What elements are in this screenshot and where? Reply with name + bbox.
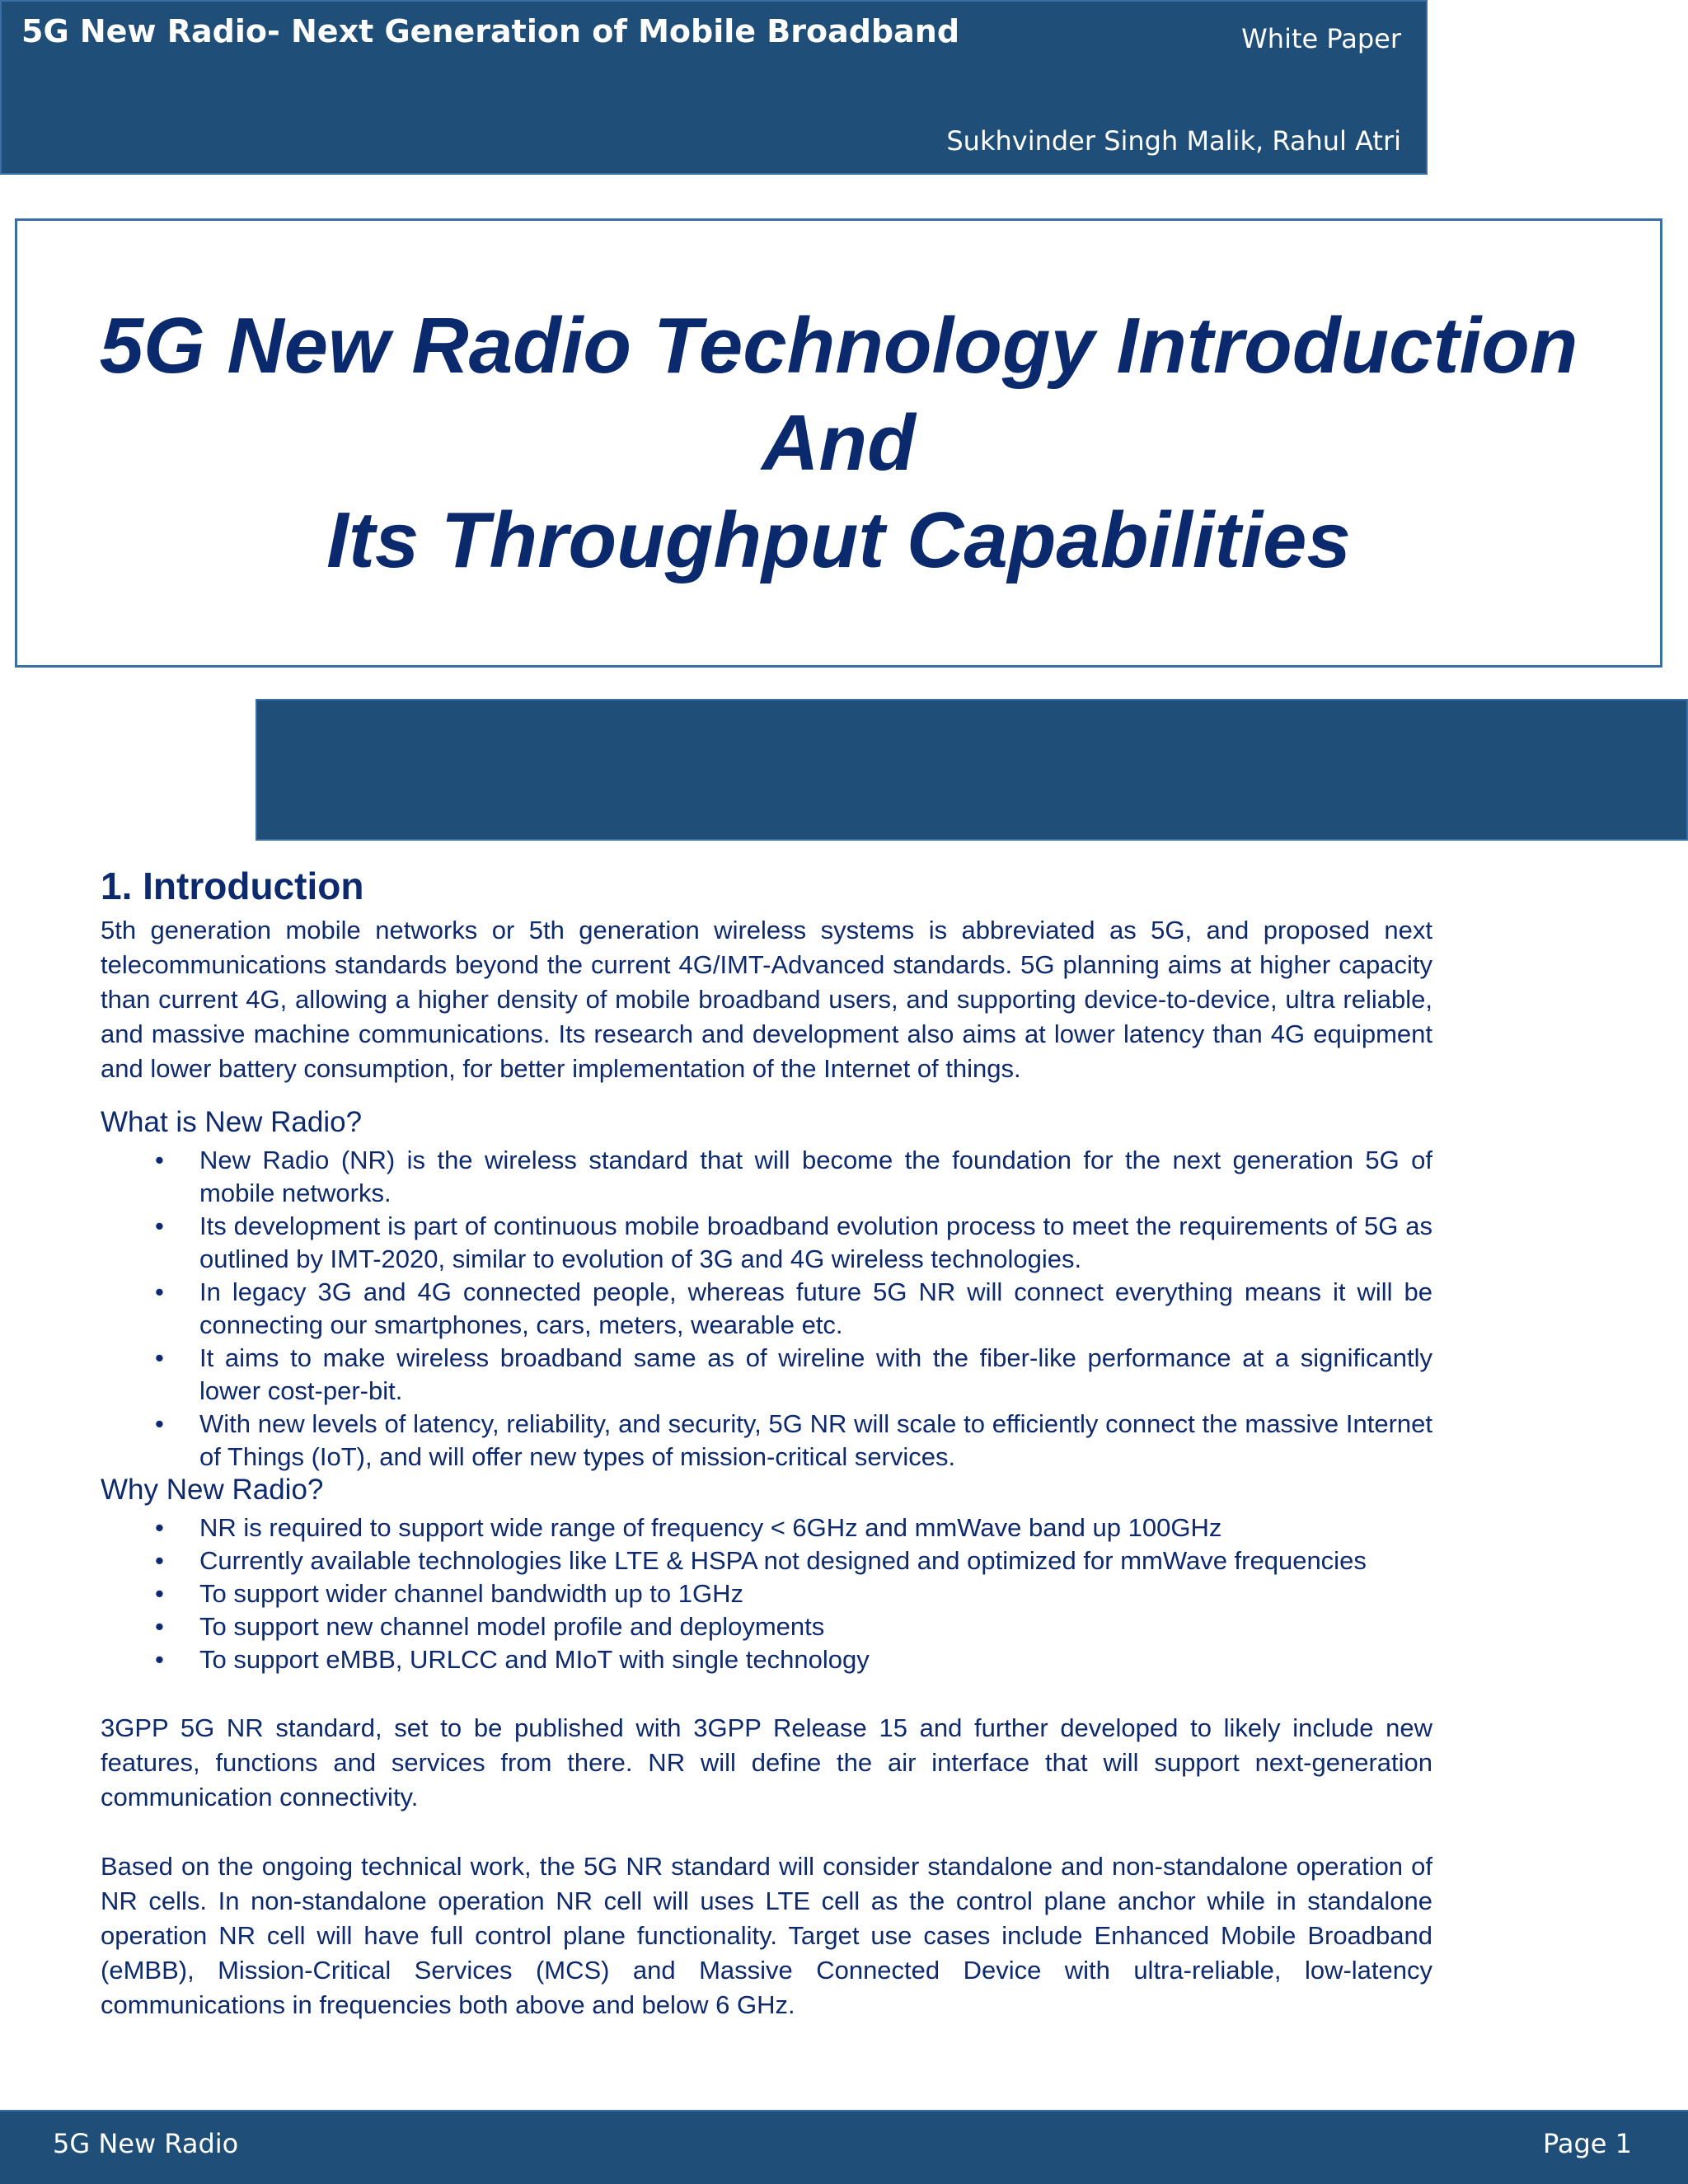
list-item-text: In legacy 3G and 4G connected people, whereas future 5G NR will connect everything means it will be connecting our smartphones, cars, meters, wearable etc. (199, 1277, 1432, 1339)
bullet-icon: • (155, 1546, 164, 1575)
authors: Sukhvinder Singh Malik, Rahul Atri (946, 125, 1401, 157)
list-item-text: With new levels of latency, reliability, and security, 5G NR will scale to efficiently connect the massive Internet of Things (IoT), and will offer new types of mission-critical services. (199, 1409, 1432, 1471)
list-item (101, 1544, 1432, 1577)
why-list (101, 1511, 1432, 1676)
list-item (101, 1276, 1432, 1342)
main-content (101, 864, 1432, 2022)
list-item-text: To support eMBB, URLCC and MIoT with single technology (199, 1645, 870, 1674)
bullet-icon: • (155, 1513, 164, 1542)
bullet-icon: • (155, 1612, 164, 1641)
bullet-icon: • (155, 1409, 164, 1438)
header-title: 5G New Radio- Next Generation of Mobile Broadband (21, 13, 960, 49)
list-item (101, 1643, 1432, 1676)
paragraph-standalone: Based on the ongoing technical work, the 5G NR standard will consider standalone and non-standalone operation of NR cells. In non-standalone operation NR cell will uses LTE cell as the control plane anchor while in standalone operation NR cell will have full control plane functionality. Target use cases include Enhanced Mobile Broadband (eMBB), Mission-Critical Services (MCS) and Massive Connected Device with ultra-reliable, low-latency communications in frequencies both above and below 6 GHz. (101, 1852, 1432, 2019)
intro-paragraph: 5th generation mobile networks or 5th generation wireless systems is abbreviated as 5G, and proposed next telecommunications standards beyond the current 4G/IMT-Advanced standards. 5G planning aims at higher capacity than current 4G, allowing a higher density of mobile broadband users, and supporting device-to-device, ultra reliable, and massive machine communications. Its research and development also aims at lower latency than 4G equipment and lower battery consumption, for better implementation of the Internet of things. (101, 916, 1432, 1083)
intro-heading: 1. Introduction (101, 865, 364, 907)
bullet-icon: • (155, 1579, 164, 1608)
title-line-1: 5G New Radio Technology Introduction (99, 301, 1578, 390)
list-item (101, 1610, 1432, 1643)
list-item-text: Currently available technologies like LTE & HSPA not designed and optimized for mmWave frequencies (199, 1546, 1367, 1575)
footer-title: 5G New Radio (53, 2128, 239, 2159)
bullet-icon: • (155, 1212, 164, 1240)
footer-bar (0, 2110, 1688, 2184)
list-item (101, 1210, 1432, 1276)
list-item (101, 1342, 1432, 1408)
list-item-text: NR is required to support wide range of frequency < 6GHz and mmWave band up 100GHz (199, 1513, 1222, 1542)
document-type-label: White Paper (1241, 23, 1401, 54)
list-item (101, 1511, 1432, 1544)
list-item (101, 1408, 1432, 1474)
bullet-icon: • (155, 1645, 164, 1674)
header-bar (0, 0, 1428, 175)
bullet-icon: • (155, 1146, 164, 1174)
title-box (15, 218, 1662, 668)
decorative-band (256, 699, 1688, 841)
list-item-text: New Radio (NR) is the wireless standard that will become the foundation for the next generation 5G of mobile networks. (199, 1146, 1432, 1207)
page-number: Page 1 (1543, 2128, 1632, 2159)
what-is-list (101, 1144, 1432, 1474)
list-item (101, 1144, 1432, 1210)
paragraph-3gpp: 3GPP 5G NR standard, set to be published with 3GPP Release 15 and further developed to likely include new features, functions and services from there. NR will define the air interface that will support next-generation communication connectivity. (101, 1713, 1432, 1811)
title-line-3: Its Throughput Capabilities (326, 495, 1351, 584)
spacer (101, 1815, 1432, 1849)
list-item (101, 1577, 1432, 1610)
list-item-text: To support wider channel bandwidth up to 1GHz (199, 1579, 744, 1608)
title-line-2: And (762, 398, 916, 487)
why-heading: Why New Radio? (101, 1474, 324, 1506)
list-item-text: It aims to make wireless broadband same as of wireline with the fiber-like performance at a significantly lower cost-per-bit. (199, 1343, 1432, 1405)
list-item-text: To support new channel model profile and deployments (199, 1612, 825, 1641)
list-item-text: Its development is part of continuous mobile broadband evolution process to meet the requirements of 5G as outlined by IMT-2020, similar to evolution of 3G and 4G wireless technologies. (199, 1212, 1432, 1273)
bullet-icon: • (155, 1343, 164, 1372)
bullet-icon: • (155, 1277, 164, 1306)
spacer (101, 1676, 1432, 1711)
what-is-heading: What is New Radio? (101, 1106, 363, 1138)
